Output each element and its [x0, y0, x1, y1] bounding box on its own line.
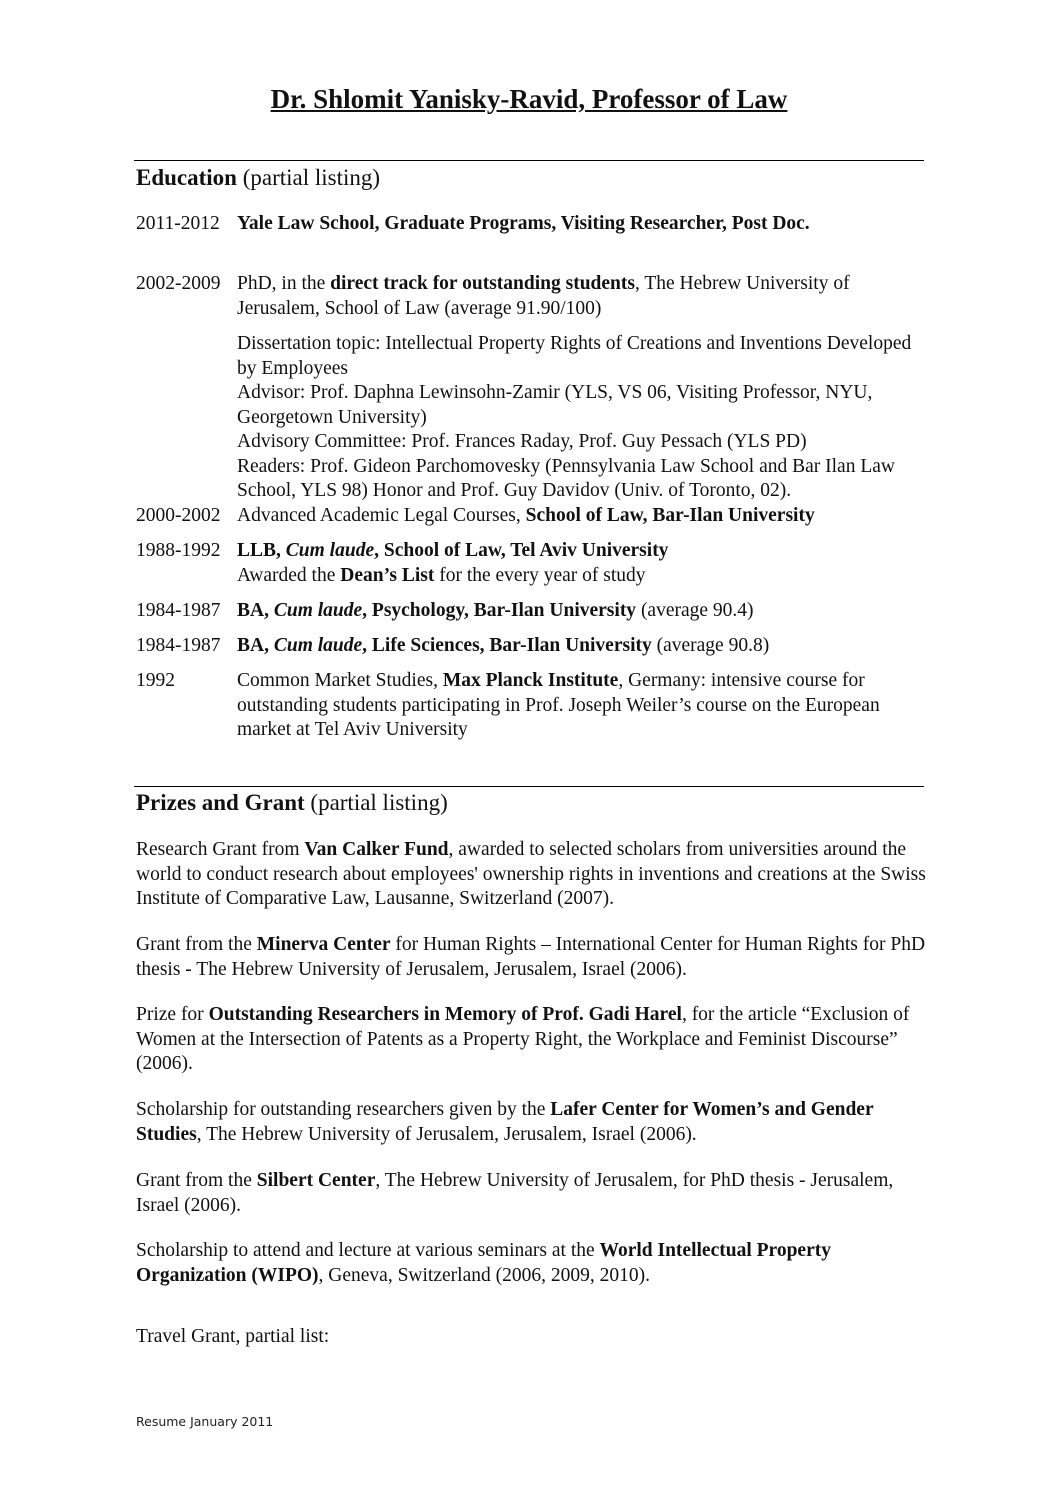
education-year: 1984-1987: [136, 600, 221, 621]
education-heading: Education (partial listing): [136, 165, 381, 190]
prizes-heading: Prizes and Grant (partial listing): [136, 790, 448, 815]
prize-item: Travel Grant, partial list:: [136, 1326, 330, 1347]
education-year: 1992: [136, 670, 175, 691]
education-detail: Advanced Academic Legal Courses, School of Law, Bar-Ilan University: [237, 505, 815, 526]
prize-item: Scholarship for outstanding researchers given by the Lafer Center for Women’s and Gender Studies, The Hebrew University of Jerusalem, Jerusalem, Israel (2006).: [136, 1099, 874, 1145]
page-title: Dr. Shlomit Yanisky-Ravid, Professor of Law: [270, 84, 788, 114]
education-year: 1988-1992: [136, 540, 221, 561]
education-detail: Common Market Studies, Max Planck Institute, Germany: intensive course for outstanding students participating in Prof. Joseph Weiler’s course on the European market at Tel Aviv University: [237, 670, 880, 740]
education-detail: PhD, in the direct track for outstanding students, The Hebrew University of Jerusalem, School of Law (average 91.90/100): [237, 273, 850, 319]
prize-item: Grant from the Minerva Center for Human Rights – International Center for Human Rights for PhD thesis - The Hebrew University of Jerusalem, Jerusalem, Israel (2006).: [136, 934, 926, 980]
prize-item: Research Grant from Van Calker Fund, awarded to selected scholars from universities around the world to conduct research about employees' ownership rights in inventions and creations at the Swiss Institute of Comparative Law, Lausanne, Switzerland (2007).: [136, 839, 926, 909]
dissertation-topic: Dissertation topic: Intellectual Property Rights of Creations and Inventions Developed by Employees: [237, 333, 912, 379]
section-divider: [134, 786, 924, 787]
dissertation-advisor: Advisor: Prof. Daphna Lewinsohn-Zamir (YLS, VS 06, Visiting Professor, NYU, Georgetown University): [237, 382, 873, 428]
education-detail: BA, Cum laude, Life Sciences, Bar-Ilan University (average 90.8): [237, 635, 770, 656]
education-year: 2002-2009: [136, 273, 221, 294]
education-detail: Yale Law School, Graduate Programs, Visiting Researcher, Post Doc.: [237, 213, 810, 234]
advisory-committee: Advisory Committee: Prof. Frances Raday, Prof. Guy Pessach (YLS PD): [237, 431, 807, 452]
prize-item: Grant from the Silbert Center, The Hebrew University of Jerusalem, for PhD thesis - Jerusalem, Israel (2006).: [136, 1170, 894, 1216]
prize-item: Prize for Outstanding Researchers in Memory of Prof. Gadi Harel, for the article “Exclusion of Women at the Intersection of Patents as a Property Right, the Workplace and Feminist Discourse” (2006).: [136, 1004, 910, 1074]
page-footer: Resume January 2011: [136, 1414, 274, 1429]
education-year: 2000-2002: [136, 505, 221, 526]
section-divider: [134, 160, 924, 161]
education-detail: BA, Cum laude, Psychology, Bar-Ilan University (average 90.4): [237, 600, 754, 621]
dissertation-readers: Readers: Prof. Gideon Parchomovesky (Pennsylvania Law School and Bar Ilan Law School, YLS 98) Honor and Prof. Guy Davidov (Univ. of Toronto, 02).: [237, 455, 895, 501]
prize-item: Scholarship to attend and lecture at various seminars at the World Intellectual Property Organization (WIPO), Geneva, Switzerland (2006, 2009, 2010).: [136, 1240, 831, 1286]
education-detail: LLB, Cum laude, School of Law, Tel Aviv University Awarded the Dean’s List for the every year of study: [237, 540, 669, 586]
education-year: 1984-1987: [136, 635, 221, 656]
education-year: 2011-2012: [136, 213, 220, 234]
